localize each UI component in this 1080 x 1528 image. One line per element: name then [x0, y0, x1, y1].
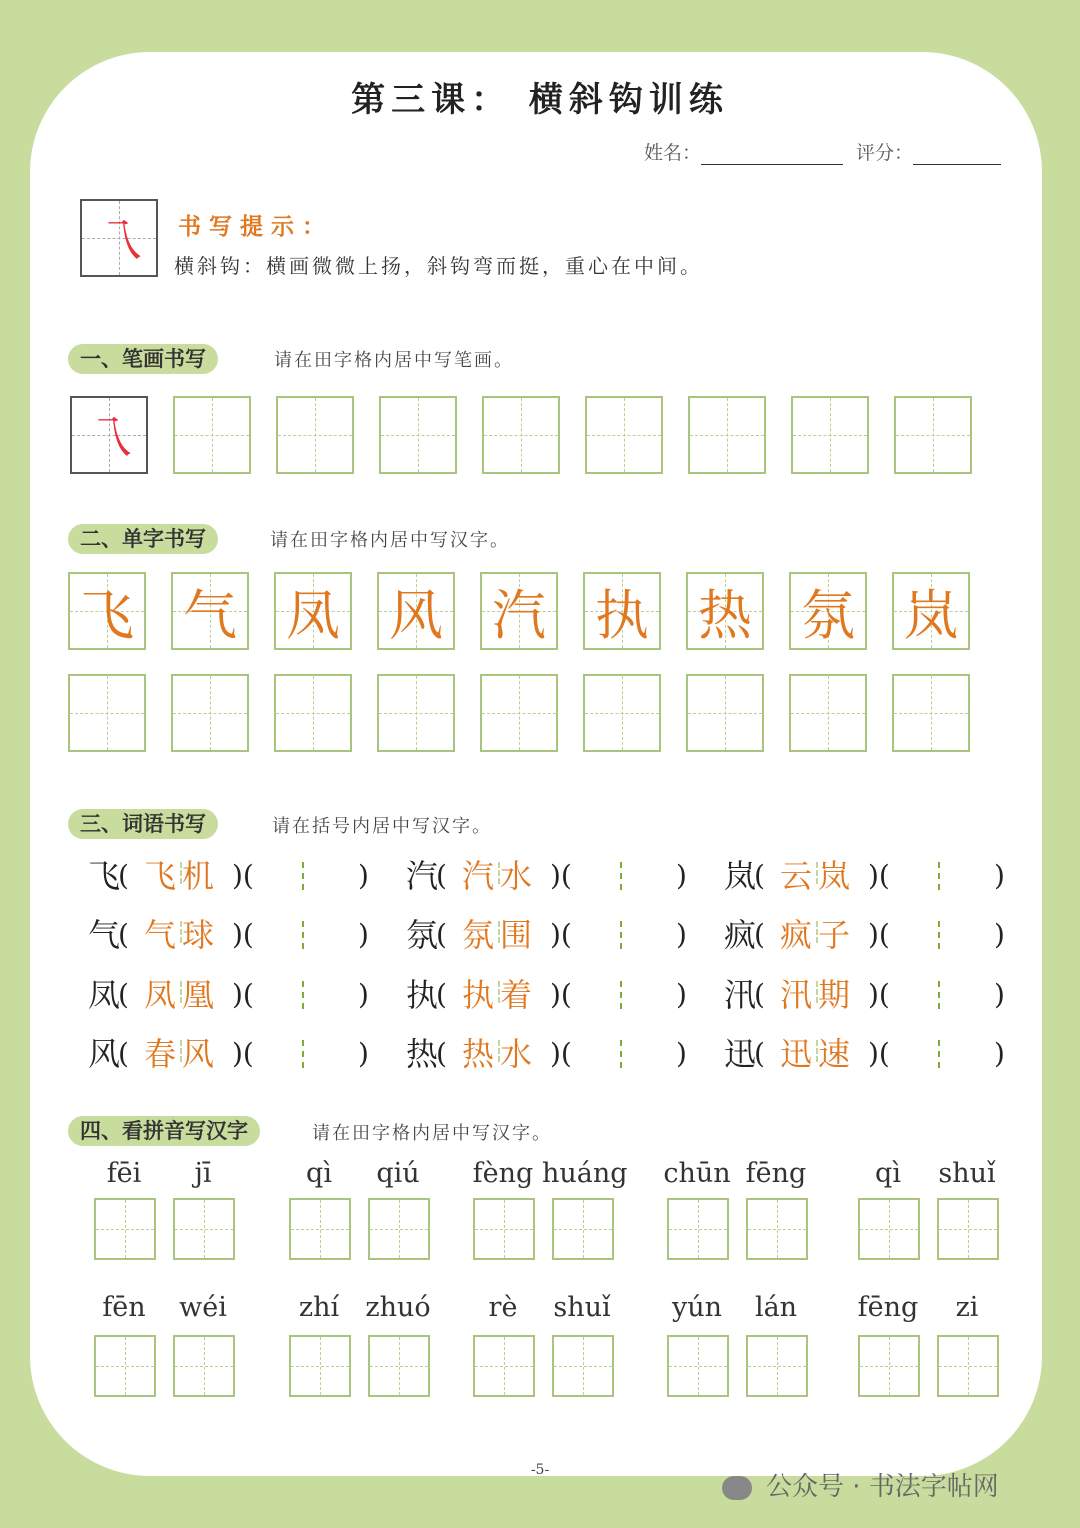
word-line: [724, 1034, 1024, 1074]
page-number: -5-: [530, 1462, 550, 1478]
model-char: 岚: [904, 583, 958, 647]
pinyin-answer-cell[interactable]: [173, 1335, 235, 1397]
name-field[interactable]: [644, 138, 843, 165]
char-practice-cell[interactable]: [68, 674, 146, 752]
stroke-practice-cell[interactable]: [585, 396, 663, 474]
word-model-char-1: 热: [462, 1035, 495, 1073]
pinyin-syllable: qiú: [376, 1158, 420, 1189]
bracket-open: (: [754, 918, 765, 951]
bracket-close: ): [358, 918, 369, 951]
pinyin-syllable: rè: [488, 1292, 518, 1323]
word-model-char-1: 凤: [144, 976, 177, 1014]
stroke-practice-cell[interactable]: [379, 396, 457, 474]
score-field[interactable]: [856, 138, 1001, 165]
pinyin-syllable: wéi: [179, 1292, 227, 1323]
word-answer-divider: [938, 1040, 940, 1068]
bracket-close-open: )(: [550, 918, 572, 951]
pinyin-answer-cell[interactable]: [667, 1335, 729, 1397]
word-answer-divider: [938, 921, 940, 949]
pinyin-syllable: fēng: [745, 1158, 807, 1189]
word-line: [724, 915, 1024, 955]
tip-sample-stroke: 乁: [96, 214, 142, 268]
char-model-cell: [274, 572, 352, 650]
char-model-cell: [480, 572, 558, 650]
word-base-char: 岚: [724, 857, 757, 895]
word-answer-blank[interactable]: [894, 1034, 994, 1074]
word-answer-divider: [302, 1040, 304, 1068]
word-model-char-1: 春: [144, 1035, 177, 1073]
word-model-divider: [498, 1040, 500, 1062]
word-answer-blank[interactable]: [258, 975, 358, 1015]
char-practice-cell[interactable]: [171, 674, 249, 752]
word-answer-blank[interactable]: [258, 1034, 358, 1074]
word-answer-divider: [302, 862, 304, 890]
word-base-char: 汛: [724, 976, 757, 1014]
char-model-cell: [892, 572, 970, 650]
section-3-label: 三、词语书写: [68, 809, 218, 839]
bracket-close: ): [994, 1037, 1005, 1070]
tip-text: 横斜钩：横画微微上扬，斜钩弯而挺，重心在中间。: [174, 254, 703, 278]
word-model-divider: [498, 921, 500, 943]
word-model-divider: [816, 862, 818, 884]
char-model-cell: [583, 572, 661, 650]
bracket-open: (: [754, 978, 765, 1011]
word-model-char-2: 水: [500, 1035, 533, 1073]
word-model-char-1: 气: [144, 916, 177, 954]
stroke-sample: 乁: [86, 411, 132, 465]
word-line: [88, 856, 388, 896]
pinyin-syllable: zi: [955, 1292, 979, 1323]
score-underline[interactable]: [913, 144, 1001, 165]
stroke-sample-grid: [70, 396, 148, 474]
tip-sample-grid: [80, 199, 158, 277]
word-model-char-1: 执: [462, 976, 495, 1014]
word-answer-blank[interactable]: [258, 856, 358, 896]
word-answer-divider: [938, 862, 940, 890]
word-line: [88, 915, 388, 955]
char-practice-cell[interactable]: [274, 674, 352, 752]
pinyin-answer-cell[interactable]: [858, 1198, 920, 1260]
word-model-divider: [180, 981, 182, 1003]
bracket-close: ): [358, 978, 369, 1011]
bracket-open: (: [118, 918, 129, 951]
pinyin-syllable: huáng: [542, 1158, 628, 1189]
word-model-char-2: 围: [500, 916, 533, 954]
bracket-open: (: [754, 859, 765, 892]
pinyin-answer-cell[interactable]: [552, 1198, 614, 1260]
char-practice-cell[interactable]: [583, 674, 661, 752]
word-model-divider: [180, 1040, 182, 1062]
word-answer-blank[interactable]: [576, 856, 676, 896]
bracket-open: (: [436, 859, 447, 892]
word-answer-divider: [620, 1040, 622, 1068]
pinyin-answer-cell[interactable]: [289, 1335, 351, 1397]
pinyin-syllable: yún: [671, 1292, 723, 1323]
model-char: 氛: [801, 583, 855, 647]
bracket-close-open: )(: [550, 859, 572, 892]
pinyin-syllable: shuǐ: [553, 1292, 611, 1323]
word-answer-blank[interactable]: [258, 915, 358, 955]
word-line: [406, 1034, 706, 1074]
word-base-char: 飞: [88, 857, 121, 895]
word-base-char: 凤: [88, 976, 121, 1014]
bracket-close-open: )(: [232, 978, 254, 1011]
word-line: [724, 975, 1024, 1015]
pinyin-syllable: chūn: [663, 1158, 731, 1189]
word-model-char-2: 期: [818, 976, 851, 1014]
bracket-close-open: )(: [232, 859, 254, 892]
bracket-close: ): [994, 859, 1005, 892]
pinyin-syllable: fēi: [106, 1158, 142, 1189]
word-base-char: 疯: [724, 916, 757, 954]
pinyin-answer-cell[interactable]: [473, 1335, 535, 1397]
pinyin-answer-cell[interactable]: [368, 1198, 430, 1260]
word-model-divider: [816, 921, 818, 943]
pinyin-answer-cell[interactable]: [94, 1335, 156, 1397]
char-practice-cell[interactable]: [377, 674, 455, 752]
stroke-practice-cell[interactable]: [688, 396, 766, 474]
word-base-char: 执: [406, 976, 439, 1014]
model-char: 气: [183, 583, 237, 647]
wechat-icon: [722, 1476, 752, 1500]
word-answer-blank[interactable]: [576, 975, 676, 1015]
name-label: 姓名：: [644, 142, 702, 164]
word-model-char-2: 球: [182, 916, 215, 954]
section-1-hint: 请在田字格内居中写笔画。: [274, 350, 514, 371]
pinyin-syllable: fèng: [472, 1158, 534, 1189]
bracket-close: ): [676, 859, 687, 892]
bracket-open: (: [118, 859, 129, 892]
pinyin-syllable: fēng: [857, 1292, 919, 1323]
bracket-close-open: )(: [232, 918, 254, 951]
section-4-label: 四、看拼音写汉字: [68, 1116, 260, 1146]
model-char: 热: [698, 583, 752, 647]
pinyin-syllable: qì: [306, 1158, 332, 1189]
model-char: 飞: [80, 583, 134, 647]
section-2-label: 二、单字书写: [68, 524, 218, 554]
model-char: 风: [389, 583, 443, 647]
bracket-open: (: [118, 978, 129, 1011]
char-practice-cell[interactable]: [686, 674, 764, 752]
pinyin-answer-cell[interactable]: [94, 1198, 156, 1260]
char-model-cell: [171, 572, 249, 650]
stroke-practice-cell[interactable]: [482, 396, 560, 474]
bracket-close: ): [358, 859, 369, 892]
pinyin-answer-cell[interactable]: [937, 1198, 999, 1260]
stroke-practice-cell[interactable]: [173, 396, 251, 474]
char-practice-cell[interactable]: [480, 674, 558, 752]
word-line: [406, 856, 706, 896]
bracket-close-open: )(: [868, 918, 890, 951]
word-model-char-1: 云: [780, 857, 813, 895]
pinyin-syllable: shuǐ: [938, 1158, 996, 1189]
name-underline[interactable]: [701, 144, 843, 165]
word-model-char-1: 迅: [780, 1035, 813, 1073]
word-line: [724, 856, 1024, 896]
pinyin-answer-cell[interactable]: [473, 1198, 535, 1260]
section-2-hint: 请在田字格内居中写汉字。: [270, 530, 510, 551]
pinyin-answer-cell[interactable]: [937, 1335, 999, 1397]
bracket-open: (: [436, 978, 447, 1011]
word-model-char-2: 水: [500, 857, 533, 895]
score-label: 评分：: [856, 142, 914, 164]
page-title: 第三课： 横斜钩训练: [351, 80, 729, 120]
stroke-practice-cell[interactable]: [791, 396, 869, 474]
char-model-cell: [789, 572, 867, 650]
model-char: 凤: [286, 583, 340, 647]
word-line: [88, 975, 388, 1015]
word-model-char-1: 氛: [462, 916, 495, 954]
bracket-close: ): [676, 1037, 687, 1070]
section-1-label: 一、笔画书写: [68, 344, 218, 374]
stroke-practice-cell[interactable]: [276, 396, 354, 474]
pinyin-answer-cell[interactable]: [746, 1198, 808, 1260]
word-model-char-2: 子: [818, 916, 851, 954]
word-answer-divider: [938, 981, 940, 1009]
char-model-cell: [68, 572, 146, 650]
word-model-char-1: 汛: [780, 976, 813, 1014]
stroke-practice-cell[interactable]: [894, 396, 972, 474]
word-model-char-1: 疯: [780, 916, 813, 954]
bracket-close: ): [994, 978, 1005, 1011]
section-3-hint: 请在括号内居中写汉字。: [272, 816, 492, 837]
word-answer-blank[interactable]: [894, 856, 994, 896]
char-model-cell: [686, 572, 764, 650]
bracket-close-open: )(: [868, 978, 890, 1011]
word-line: [406, 975, 706, 1015]
pinyin-answer-cell[interactable]: [552, 1335, 614, 1397]
watermark-text: 公众号 · 书法字帖网: [766, 1472, 999, 1502]
char-practice-cell[interactable]: [789, 674, 867, 752]
word-model-divider: [180, 921, 182, 943]
char-model-cell: [377, 572, 455, 650]
bracket-close-open: )(: [232, 1037, 254, 1070]
pinyin-syllable: qì: [875, 1158, 901, 1189]
tip-heading: 书写提示：: [178, 213, 333, 240]
word-base-char: 气: [88, 916, 121, 954]
word-base-char: 汽: [406, 857, 439, 895]
word-model-char-2: 凰: [182, 976, 215, 1014]
word-model-char-2: 机: [182, 857, 215, 895]
bracket-open: (: [754, 1037, 765, 1070]
bracket-open: (: [436, 1037, 447, 1070]
bracket-open: (: [436, 918, 447, 951]
bracket-close: ): [676, 978, 687, 1011]
word-model-char-2: 着: [500, 976, 533, 1014]
word-answer-blank[interactable]: [576, 1034, 676, 1074]
pinyin-syllable: fēn: [102, 1292, 146, 1323]
section-4-hint: 请在田字格内居中写汉字。: [312, 1123, 552, 1144]
bracket-close: ): [358, 1037, 369, 1070]
word-base-char: 热: [406, 1035, 439, 1073]
word-base-char: 风: [88, 1035, 121, 1073]
word-model-char-2: 风: [182, 1035, 215, 1073]
word-line: [406, 915, 706, 955]
word-base-char: 迅: [724, 1035, 757, 1073]
bracket-close-open: )(: [868, 1037, 890, 1070]
bracket-close-open: )(: [550, 1037, 572, 1070]
pinyin-syllable: zhí: [298, 1292, 340, 1323]
word-model-char-1: 飞: [144, 857, 177, 895]
word-model-divider: [498, 862, 500, 884]
word-model-divider: [498, 981, 500, 1003]
char-practice-cell[interactable]: [892, 674, 970, 752]
word-model-char-1: 汽: [462, 857, 495, 895]
word-model-divider: [180, 862, 182, 884]
bracket-close: ): [994, 918, 1005, 951]
bracket-open: (: [118, 1037, 129, 1070]
word-model-divider: [816, 981, 818, 1003]
bracket-close: ): [676, 918, 687, 951]
word-answer-divider: [620, 862, 622, 890]
model-char: 汽: [492, 583, 546, 647]
pinyin-syllable: lán: [754, 1292, 798, 1323]
word-answer-divider: [302, 921, 304, 949]
word-model-divider: [816, 1040, 818, 1062]
pinyin-answer-cell[interactable]: [858, 1335, 920, 1397]
watermark: [722, 1466, 999, 1503]
word-answer-divider: [620, 981, 622, 1009]
word-model-char-2: 岚: [818, 857, 851, 895]
model-char: 执: [595, 583, 649, 647]
bracket-close-open: )(: [868, 859, 890, 892]
word-model-char-2: 速: [818, 1035, 851, 1073]
word-answer-divider: [302, 981, 304, 1009]
word-line: [88, 1034, 388, 1074]
pinyin-answer-cell[interactable]: [368, 1335, 430, 1397]
bracket-close-open: )(: [550, 978, 572, 1011]
word-answer-divider: [620, 921, 622, 949]
pinyin-syllable: zhuó: [365, 1292, 431, 1323]
pinyin-answer-cell[interactable]: [173, 1198, 235, 1260]
word-answer-blank[interactable]: [576, 915, 676, 955]
pinyin-answer-cell[interactable]: [667, 1198, 729, 1260]
word-answer-blank[interactable]: [894, 975, 994, 1015]
word-answer-blank[interactable]: [894, 915, 994, 955]
pinyin-answer-cell[interactable]: [746, 1335, 808, 1397]
word-base-char: 氛: [406, 916, 439, 954]
pinyin-answer-cell[interactable]: [289, 1198, 351, 1260]
pinyin-syllable: jī: [194, 1158, 212, 1189]
